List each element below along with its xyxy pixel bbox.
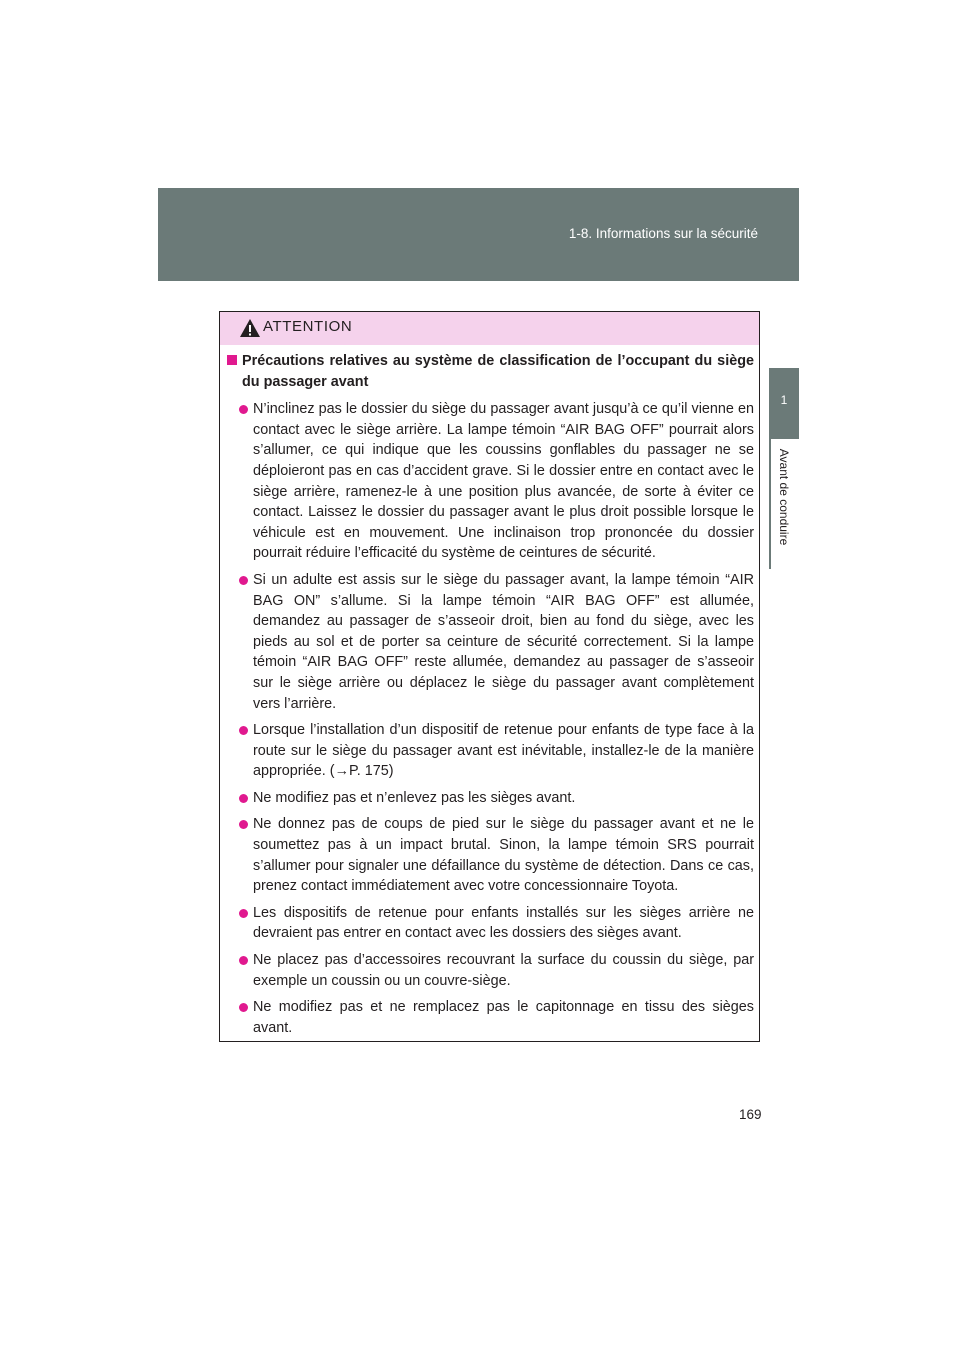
list-item-text: Les dispositifs de retenue pour enfants installés sur les sièges arrière ne devraient pas entrer en contact avec les dossiers des sièges avant. xyxy=(253,904,754,942)
bullet-icon xyxy=(239,794,248,803)
caution-box xyxy=(219,311,760,1042)
list-item-text: Si un adulte est assis sur le siège du passager avant, la lampe témoin “AIR BAG ON” s’allume. Si la lampe témoin “AIR BAG OFF” est allumée, demandez au passager de s’asseoir droit, bien au fond du siège, avec les pieds au sol et de porter sa ceinture de sécurité correctement. Si la lampe témoin “AIR BAG OFF” reste allumée, demandez au passager de s’asseoir sur le siège arrière ou déplacez le siège du passager avant complètement vers l’arrière. xyxy=(253,571,754,712)
square-marker-icon xyxy=(227,355,237,365)
list-item xyxy=(225,997,754,1038)
section-header-band xyxy=(158,188,799,281)
list-item xyxy=(225,814,754,896)
bullet-icon xyxy=(239,405,248,414)
caution-body xyxy=(225,351,754,1044)
caution-header xyxy=(220,312,759,345)
list-item xyxy=(225,399,754,564)
section-title: 1-8. Informations sur la sécurité xyxy=(568,226,758,241)
caution-heading-text: Précautions relatives au système de classification de l’occupant du siège du passager avant xyxy=(242,353,754,390)
list-item xyxy=(225,903,754,944)
bullet-icon xyxy=(239,1003,248,1012)
list-item-text: Ne modifiez pas et n’enlevez pas les sièges avant. xyxy=(253,789,576,806)
bullet-icon xyxy=(239,909,248,918)
list-item-text: Ne donnez pas de coups de pied sur le siège du passager avant et ne le soumettez pas à un impact brutal. Sinon, la lampe témoin SRS pourrait s’allumer pour signaler une défaillance du système de détection. Dans ce cas, prenez contact immédiatement avec votre concessionnaire Toyota. xyxy=(253,816,754,895)
bullet-icon xyxy=(239,820,248,829)
list-item-text: N’inclinez pas le dossier du siège du passager avant jusqu’à ce qu’il vienne en contact avec le siège arrière. La lampe témoin “AIR BAG OFF” pourrait alors s’allumer, ce qui indique que les coussins gonflables du passager ne se déploieront pas en cas d’accident grave. Si le dossier entre en contact avec le siège arrière, ramenez-le à une position plus avancée, de sorte à éviter ce contact. Laissez le dossier du passager avant le plus droit possible lorsque le véhicule est en mouvement. Une inclinaison trop prononcée du dossier pourrait réduire l’efficacité du système de ceintures de sécurité. xyxy=(253,401,754,562)
list-item xyxy=(225,720,754,782)
caution-title: ATTENTION xyxy=(263,318,353,335)
caution-heading xyxy=(225,351,754,392)
page-number: 169 xyxy=(739,1107,762,1122)
list-item-text: Lorsque l’installation d’un dispositif de retenue pour enfants de type face à la route sur le siège du passager avant est inévitable, installez-le de la manière appropriée. (→P. 175) xyxy=(253,722,754,780)
chapter-number: 1 xyxy=(780,393,788,407)
chapter-label: Avant de conduire xyxy=(777,448,791,546)
list-item xyxy=(225,950,754,991)
list-item xyxy=(225,788,754,809)
warning-triangle-icon xyxy=(239,318,261,338)
list-item-text: Ne modifiez pas et ne remplacez pas le capitonnage en tissu des sièges avant. xyxy=(253,999,754,1036)
list-item xyxy=(225,570,754,714)
bullet-icon xyxy=(239,576,248,585)
bullet-icon xyxy=(239,726,248,735)
bullet-icon xyxy=(239,956,248,965)
chapter-tab xyxy=(769,368,799,439)
list-item-text: Ne placez pas d’accessoires recouvrant la surface du coussin du siège, par exemple un coussin ou un couvre-siège. xyxy=(253,952,754,989)
